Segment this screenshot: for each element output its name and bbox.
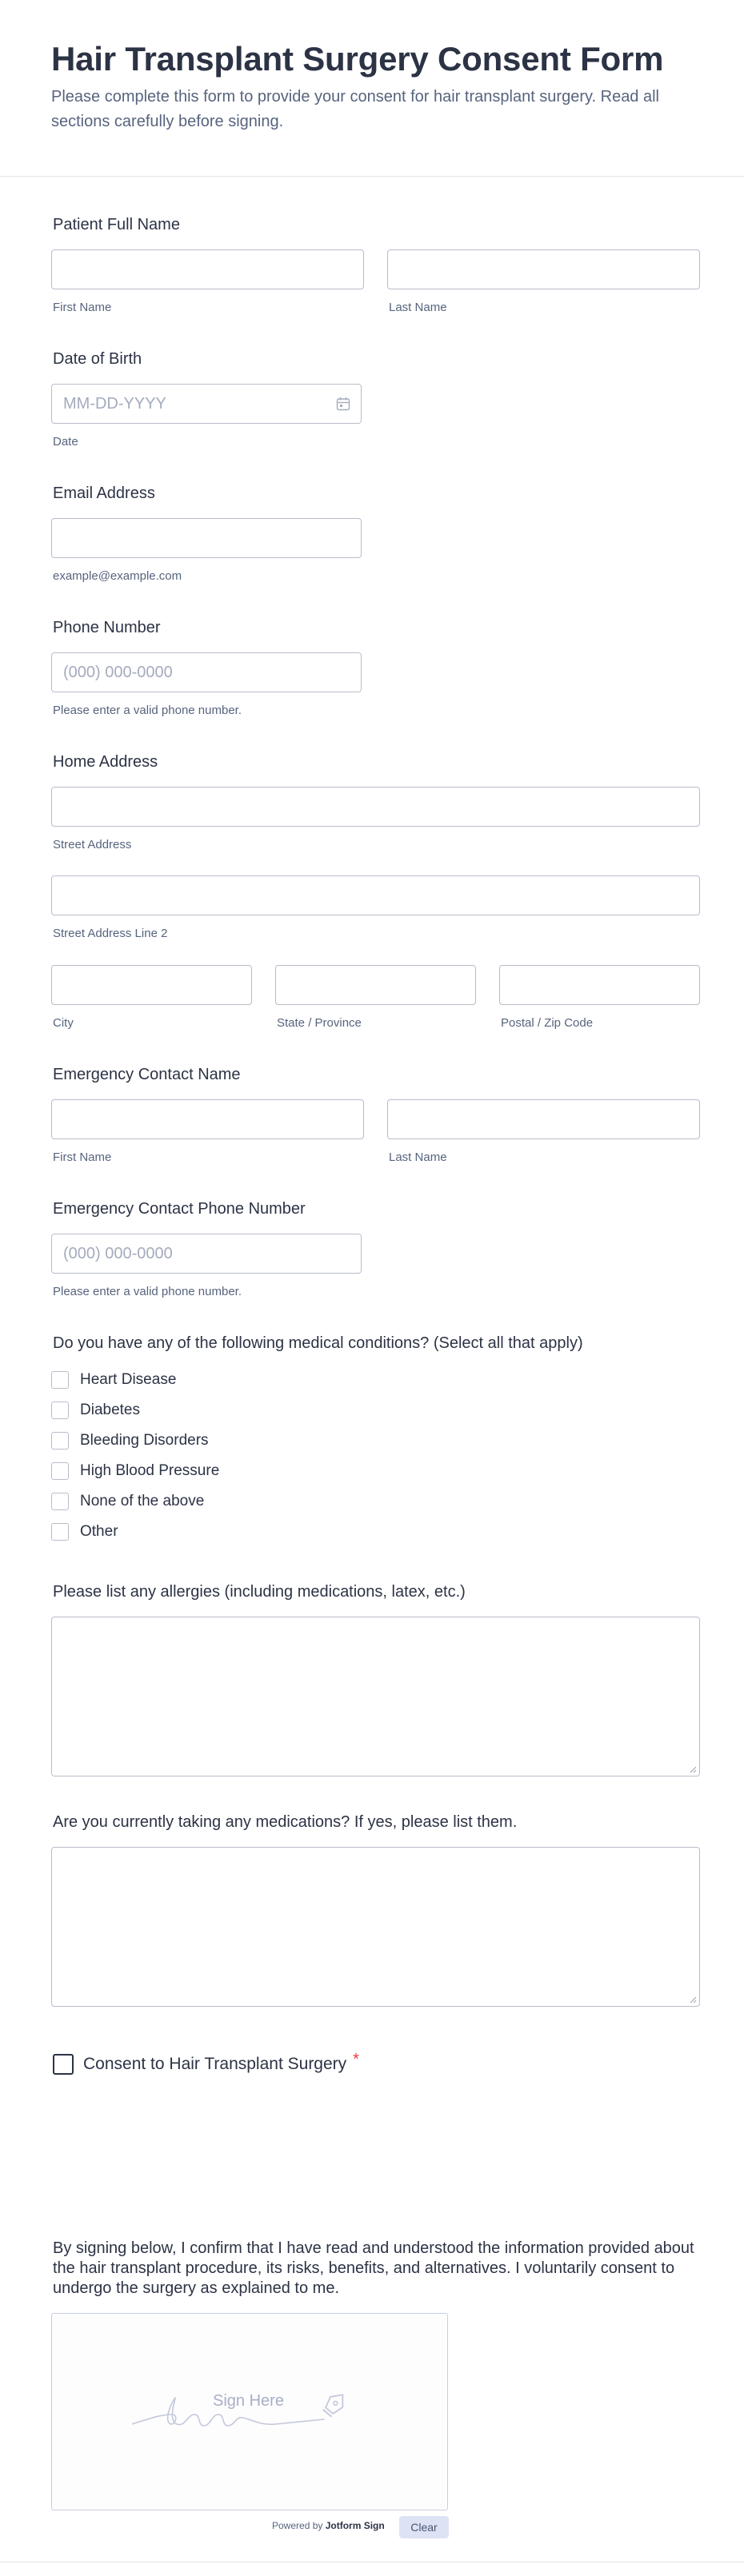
street-address-line2-input[interactable] bbox=[51, 875, 700, 915]
sign-here-placeholder: Sign Here bbox=[213, 2392, 284, 2410]
consent-checkbox[interactable] bbox=[53, 2054, 74, 2075]
calendar-icon[interactable] bbox=[336, 397, 350, 411]
signature-pad[interactable] bbox=[51, 2313, 448, 2510]
form-title: Hair Transplant Surgery Consent Form bbox=[51, 40, 664, 78]
consent-checkbox-row[interactable] bbox=[53, 2050, 359, 2076]
dob-label: Date of Birth bbox=[53, 350, 142, 368]
city-sublabel: City bbox=[53, 1016, 74, 1030]
emergency-last-name-input[interactable] bbox=[387, 1099, 700, 1139]
condition-option-label: Diabetes bbox=[80, 1402, 140, 1418]
checkbox[interactable] bbox=[51, 1371, 69, 1389]
email-sublabel: example@example.com bbox=[53, 569, 182, 583]
medications-label: Are you currently taking any medications? If yes, please list them. bbox=[53, 1813, 518, 1831]
checkbox[interactable] bbox=[51, 1402, 69, 1419]
condition-option-none[interactable] bbox=[51, 1491, 204, 1512]
condition-option-other[interactable] bbox=[51, 1521, 118, 1542]
emergency-phone-label: Emergency Contact Phone Number bbox=[53, 1200, 306, 1218]
patient-first-name-input[interactable] bbox=[51, 249, 364, 289]
state-sublabel: State / Province bbox=[277, 1016, 362, 1030]
emergency-first-name-sublabel: First Name bbox=[53, 1150, 112, 1164]
powered-by-brand: Jotform Sign bbox=[325, 2520, 385, 2531]
consent-label: Consent to Hair Transplant Surgery bbox=[83, 2055, 347, 2073]
condition-option-diabetes[interactable] bbox=[51, 1400, 140, 1421]
address-label: Home Address bbox=[53, 753, 158, 771]
clear-signature-button[interactable]: Clear bbox=[399, 2516, 449, 2538]
powered-by bbox=[272, 2520, 385, 2531]
condition-option-label: Heart Disease bbox=[80, 1371, 177, 1388]
state-input[interactable] bbox=[275, 965, 476, 1005]
phone-sublabel: Please enter a valid phone number. bbox=[53, 704, 242, 717]
patient-first-name-sublabel: First Name bbox=[53, 301, 112, 314]
resize-grip-icon[interactable] bbox=[689, 1765, 697, 1773]
checkbox[interactable] bbox=[51, 1432, 69, 1449]
condition-option-label: Bleeding Disorders bbox=[80, 1432, 209, 1449]
condition-option-label: None of the above bbox=[80, 1493, 205, 1509]
condition-option-heart-disease[interactable] bbox=[51, 1370, 176, 1390]
checkbox[interactable] bbox=[51, 1523, 69, 1541]
condition-option-label: High Blood Pressure bbox=[80, 1462, 220, 1479]
emergency-phone-sublabel: Please enter a valid phone number. bbox=[53, 1285, 242, 1298]
checkbox[interactable] bbox=[51, 1493, 69, 1510]
checkbox[interactable] bbox=[51, 1462, 69, 1480]
street-address-input[interactable] bbox=[51, 787, 700, 827]
dob-input[interactable] bbox=[51, 384, 362, 424]
allergies-label: Please list any allergies (including medications, latex, etc.) bbox=[53, 1583, 466, 1601]
patient-last-name-sublabel: Last Name bbox=[389, 301, 447, 314]
zip-input[interactable] bbox=[499, 965, 700, 1005]
dob-sublabel: Date bbox=[53, 435, 78, 449]
street-address-sublabel: Street Address bbox=[53, 838, 132, 851]
email-input[interactable] bbox=[51, 518, 362, 558]
phone-input[interactable] bbox=[51, 652, 362, 692]
emergency-name-label: Emergency Contact Name bbox=[53, 1066, 241, 1083]
city-input[interactable] bbox=[51, 965, 252, 1005]
form-description: Please complete this form to provide your consent for hair transplant surgery. Read all sections carefully before signing. bbox=[51, 88, 659, 130]
signature-statement: By signing below, I confirm that I have read and understood the information provided about the hair transplant procedure, its risks, benefits, and alternatives. I voluntarily consent to undergo the surgery as explained to me. bbox=[53, 2239, 694, 2297]
email-label: Email Address bbox=[53, 484, 155, 502]
required-asterisk: * bbox=[353, 2050, 359, 2068]
condition-option-high-blood-pressure[interactable] bbox=[51, 1461, 219, 1481]
emergency-last-name-sublabel: Last Name bbox=[389, 1150, 447, 1164]
condition-option-label: Other bbox=[80, 1523, 118, 1540]
medications-textarea[interactable] bbox=[51, 1847, 700, 2007]
condition-option-bleeding-disorders[interactable] bbox=[51, 1430, 209, 1451]
patient-name-label: Patient Full Name bbox=[53, 216, 180, 233]
resize-grip-icon[interactable] bbox=[689, 1996, 697, 2004]
allergies-textarea[interactable] bbox=[51, 1617, 700, 1776]
powered-by-prefix: Powered by bbox=[272, 2520, 323, 2531]
zip-sublabel: Postal / Zip Code bbox=[501, 1016, 594, 1030]
street-address-line2-sublabel: Street Address Line 2 bbox=[53, 927, 168, 940]
phone-label: Phone Number bbox=[53, 619, 161, 636]
emergency-first-name-input[interactable] bbox=[51, 1099, 364, 1139]
form-header bbox=[0, 0, 744, 177]
emergency-phone-input[interactable] bbox=[51, 1234, 362, 1274]
patient-last-name-input[interactable] bbox=[387, 249, 700, 289]
conditions-label: Do you have any of the following medical conditions? (Select all that apply) bbox=[53, 1334, 583, 1352]
